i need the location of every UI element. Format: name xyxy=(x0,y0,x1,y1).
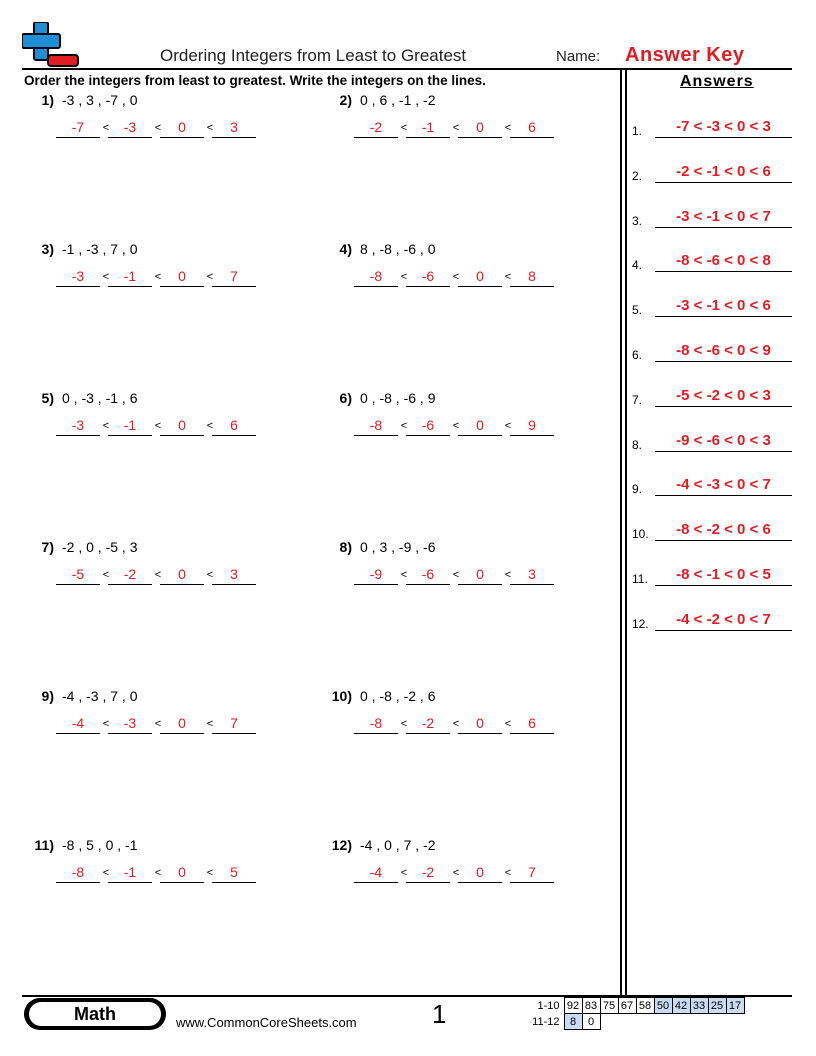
problem-number: 11) xyxy=(34,837,54,853)
answer-text: -2 < -1 < 0 < 6 xyxy=(676,162,771,180)
problem xyxy=(24,539,284,609)
problem-number: 8) xyxy=(339,539,352,555)
answer-blank[interactable]: 0 xyxy=(458,714,502,734)
answer-blank[interactable]: -2 xyxy=(108,565,152,585)
problem-integers: -2 , 0 , -5 , 3 xyxy=(62,539,138,555)
answer-number: 3. xyxy=(632,213,643,228)
answer-blank[interactable]: 0 xyxy=(458,416,502,436)
answer-blanks xyxy=(56,863,256,885)
answer-number: 11. xyxy=(632,572,648,586)
less-than-sign: < xyxy=(102,420,110,432)
less-than-sign: < xyxy=(102,867,110,879)
answer-item xyxy=(631,208,793,230)
answer-blank[interactable]: 3 xyxy=(212,565,256,585)
answer-blank[interactable]: 5 xyxy=(212,863,256,883)
answer-blank[interactable]: -1 xyxy=(406,118,450,138)
score-cell: 50 xyxy=(654,998,672,1014)
answer-number: 10. xyxy=(632,527,649,542)
answer-blank[interactable]: -7 xyxy=(56,118,100,138)
problem-integers: -4 , -3 , 7 , 0 xyxy=(62,688,138,704)
problem-question xyxy=(322,241,435,257)
answer-text: -8 < -1 < 0 < 5 xyxy=(676,566,771,583)
answer-blank[interactable]: 0 xyxy=(160,118,204,138)
problem-number: 9) xyxy=(41,688,54,704)
answer-text: -9 < -6 < 0 < 3 xyxy=(676,431,771,449)
worksheet-title: Ordering Integers from Least to Greatest xyxy=(160,46,467,65)
answer-blank[interactable]: -1 xyxy=(108,267,152,287)
answer-text: -4 < -3 < 0 < 7 xyxy=(676,476,771,494)
answer-item xyxy=(631,432,793,454)
answer-blank[interactable]: -1 xyxy=(108,416,152,436)
answer-item xyxy=(631,476,793,498)
answer-column-divider-inner xyxy=(625,68,627,996)
less-than-sign: < xyxy=(206,271,214,283)
answer-blank[interactable]: -9 xyxy=(354,565,398,585)
problem-integers: 0 , 6 , -1 , -2 xyxy=(360,92,436,108)
answer-item xyxy=(631,521,793,543)
answer-blanks xyxy=(56,267,256,289)
score-cell: 83 xyxy=(582,998,600,1014)
answer-blanks xyxy=(354,714,554,736)
problem-question xyxy=(322,390,435,406)
less-than-sign: < xyxy=(154,867,162,879)
score-row xyxy=(526,1014,744,1030)
answers-heading: Answers xyxy=(680,73,754,90)
answer-blank[interactable]: 0 xyxy=(160,714,204,734)
less-than-sign: < xyxy=(504,867,512,879)
less-than-sign: < xyxy=(400,718,408,730)
less-than-sign: < xyxy=(154,122,162,134)
score-row-label: 1-10 xyxy=(537,999,560,1012)
score-table xyxy=(526,997,745,1030)
less-than-sign: < xyxy=(400,271,408,283)
answer-blank[interactable]: 0 xyxy=(160,267,204,287)
problem-number: 3) xyxy=(41,241,54,257)
answer-blank[interactable]: 0 xyxy=(458,863,502,883)
less-than-sign: < xyxy=(102,271,110,283)
problem-number: 1) xyxy=(41,92,54,108)
answer-blank[interactable]: -8 xyxy=(56,863,100,883)
plus-minus-logo-icon xyxy=(22,22,80,68)
answer-blank[interactable]: 6 xyxy=(510,714,554,734)
answer-number: 12. xyxy=(632,616,649,631)
answer-number: 5. xyxy=(632,303,643,318)
less-than-sign: < xyxy=(504,420,512,432)
answer-blanks xyxy=(354,565,554,587)
answer-blanks xyxy=(354,863,554,885)
answer-blanks xyxy=(354,118,554,140)
answer-number: 9. xyxy=(632,482,643,497)
answer-number: 6. xyxy=(632,348,643,362)
answer-blank[interactable]: -8 xyxy=(354,714,398,734)
problem xyxy=(322,837,582,907)
problem-number: 4) xyxy=(339,241,352,257)
answer-blanks xyxy=(354,416,554,438)
problem-integers: 0 , 3 , -9 , -6 xyxy=(360,539,436,555)
answer-text: -4 < -2 < 0 < 7 xyxy=(676,610,771,628)
problem-question xyxy=(322,688,435,704)
answer-blank[interactable]: 0 xyxy=(160,416,204,436)
answer-number: 1. xyxy=(632,124,643,138)
less-than-sign: < xyxy=(504,718,512,730)
answer-blanks xyxy=(56,118,256,140)
problem-integers: 0 , -3 , -1 , 6 xyxy=(62,390,138,406)
answer-blank[interactable]: -6 xyxy=(406,416,450,436)
answer-blank[interactable]: -2 xyxy=(406,863,450,883)
less-than-sign: < xyxy=(452,867,460,879)
problem xyxy=(322,92,582,162)
answer-item xyxy=(631,342,793,364)
problem-question xyxy=(24,688,137,704)
answer-blank[interactable]: -5 xyxy=(56,565,100,585)
answer-item xyxy=(631,566,793,588)
answer-blank[interactable]: -1 xyxy=(108,863,152,883)
answer-text: -8 < -2 < 0 < 6 xyxy=(676,521,771,539)
problem-question xyxy=(24,390,137,406)
less-than-sign: < xyxy=(154,569,162,581)
problem xyxy=(24,241,284,311)
answer-item xyxy=(631,252,793,274)
problem-number: 5) xyxy=(41,390,54,406)
answer-blank[interactable]: -3 xyxy=(56,267,100,287)
answer-text: -8 < -6 < 0 < 9 xyxy=(676,342,771,359)
answer-blank[interactable]: -4 xyxy=(56,714,100,734)
score-cell: 8 xyxy=(564,1014,582,1030)
answer-blank[interactable]: 6 xyxy=(212,416,256,436)
score-cell: 92 xyxy=(564,998,582,1014)
less-than-sign: < xyxy=(400,420,408,432)
less-than-sign: < xyxy=(154,718,162,730)
less-than-sign: < xyxy=(400,122,408,134)
answer-blank[interactable]: -2 xyxy=(406,714,450,734)
less-than-sign: < xyxy=(400,569,408,581)
score-cell: 17 xyxy=(726,998,744,1014)
page-number: 1 xyxy=(432,999,447,1029)
less-than-sign: < xyxy=(452,569,460,581)
answer-text: -7 < -3 < 0 < 3 xyxy=(676,118,771,135)
less-than-sign: < xyxy=(206,867,214,879)
answer-blank[interactable]: -2 xyxy=(354,118,398,138)
answer-blank[interactable]: 3 xyxy=(212,118,256,138)
answer-blanks xyxy=(56,416,256,438)
less-than-sign: < xyxy=(206,569,214,581)
score-cell: 25 xyxy=(708,998,726,1014)
score-cell: 42 xyxy=(672,998,690,1014)
answer-item xyxy=(631,118,793,140)
answer-blank[interactable]: -8 xyxy=(354,267,398,287)
problem-number: 6) xyxy=(339,390,352,406)
less-than-sign: < xyxy=(154,420,162,432)
problem-number: 10) xyxy=(331,688,352,704)
problem-integers: -8 , 5 , 0 , -1 xyxy=(62,837,138,853)
answer-text: -8 < -6 < 0 < 8 xyxy=(676,252,771,270)
answer-blank[interactable]: 9 xyxy=(510,416,554,436)
answer-blank[interactable]: -4 xyxy=(354,863,398,883)
answer-item xyxy=(631,387,793,409)
answer-item xyxy=(631,611,793,633)
less-than-sign: < xyxy=(452,271,460,283)
less-than-sign: < xyxy=(452,420,460,432)
problem-integers: -1 , -3 , 7 , 0 xyxy=(62,241,138,257)
answer-number: 7. xyxy=(632,392,643,407)
score-cell: 67 xyxy=(618,998,636,1014)
problem-number: 7) xyxy=(41,539,54,555)
problem-integers: 0 , -8 , -6 , 9 xyxy=(360,390,436,406)
answer-blank[interactable]: 0 xyxy=(160,863,204,883)
answer-blank[interactable]: 0 xyxy=(458,118,502,138)
answer-blank[interactable]: -6 xyxy=(406,565,450,585)
less-than-sign: < xyxy=(206,718,214,730)
less-than-sign: < xyxy=(206,122,214,134)
name-label: Name: xyxy=(556,48,601,65)
answer-text: -5 < -2 < 0 < 3 xyxy=(676,386,771,404)
answer-key-label: Answer Key xyxy=(625,44,745,66)
answer-blank[interactable]: -3 xyxy=(108,714,152,734)
problem xyxy=(322,241,582,311)
score-cell: 75 xyxy=(600,998,618,1014)
answer-blank[interactable]: 7 xyxy=(212,267,256,287)
less-than-sign: < xyxy=(504,122,512,134)
less-than-sign: < xyxy=(102,569,110,581)
problem-question xyxy=(24,241,137,257)
problem-question xyxy=(322,92,435,108)
less-than-sign: < xyxy=(504,569,512,581)
instructions: Order the integers from least to greatest. Write the integers on the lines. xyxy=(24,73,486,88)
answer-text: -3 < -1 < 0 < 6 xyxy=(676,297,771,315)
answer-number: 4. xyxy=(632,258,643,273)
answer-item xyxy=(631,297,793,319)
subject-label: Math xyxy=(29,1002,161,1026)
answer-blank[interactable]: 0 xyxy=(160,565,204,585)
score-row-label: 11-12 xyxy=(532,1015,560,1028)
answer-blanks xyxy=(354,267,554,289)
answer-number: 2. xyxy=(632,168,643,183)
problem xyxy=(24,92,284,162)
problem-integers: 0 , -8 , -2 , 6 xyxy=(360,688,436,704)
answer-blank[interactable]: 7 xyxy=(510,863,554,883)
problem xyxy=(322,688,582,758)
answer-number: 8. xyxy=(632,437,643,452)
score-cell: 33 xyxy=(690,998,708,1014)
answer-text: -3 < -1 < 0 < 7 xyxy=(676,207,771,225)
score-cell: 58 xyxy=(636,998,654,1014)
problem-integers: -3 , 3 , -7 , 0 xyxy=(62,92,138,108)
score-cell: 0 xyxy=(582,1014,600,1030)
less-than-sign: < xyxy=(400,867,408,879)
less-than-sign: < xyxy=(452,718,460,730)
problem xyxy=(24,390,284,460)
answer-blank[interactable]: -6 xyxy=(406,267,450,287)
answer-blank[interactable]: 7 xyxy=(212,714,256,734)
problem-question xyxy=(24,92,137,108)
problem-question xyxy=(322,539,435,555)
problem-integers: 8 , -8 , -6 , 0 xyxy=(360,241,436,257)
problem-number: 12) xyxy=(331,837,352,853)
problem xyxy=(322,390,582,460)
answer-blank[interactable]: 0 xyxy=(458,267,502,287)
answer-blanks xyxy=(56,565,256,587)
problem-question xyxy=(24,837,137,853)
answer-blank[interactable]: -8 xyxy=(354,416,398,436)
less-than-sign: < xyxy=(452,122,460,134)
answer-blank[interactable]: 6 xyxy=(510,118,554,138)
less-than-sign: < xyxy=(504,271,512,283)
answer-blanks xyxy=(56,714,256,736)
answer-blank[interactable]: 8 xyxy=(510,267,554,287)
less-than-sign: < xyxy=(206,420,214,432)
header-divider xyxy=(22,68,792,70)
answer-blank[interactable]: 3 xyxy=(510,565,554,585)
answer-column-divider xyxy=(620,68,622,996)
answer-item xyxy=(631,163,793,185)
subject-badge xyxy=(24,998,166,1030)
problem-question xyxy=(24,539,137,555)
answer-blank[interactable]: 0 xyxy=(458,565,502,585)
less-than-sign: < xyxy=(154,271,162,283)
problem-integers: -4 , 0 , 7 , -2 xyxy=(360,837,436,853)
problem xyxy=(322,539,582,609)
problem-question xyxy=(322,837,435,853)
site-url: www.CommonCoreSheets.com xyxy=(176,1015,357,1030)
less-than-sign: < xyxy=(102,718,110,730)
problem-number: 2) xyxy=(339,92,352,108)
problem xyxy=(24,688,284,758)
less-than-sign: < xyxy=(102,122,110,134)
problem xyxy=(24,837,284,907)
answer-blank[interactable]: -3 xyxy=(56,416,100,436)
score-row xyxy=(526,998,744,1014)
answer-blank[interactable]: -3 xyxy=(108,118,152,138)
